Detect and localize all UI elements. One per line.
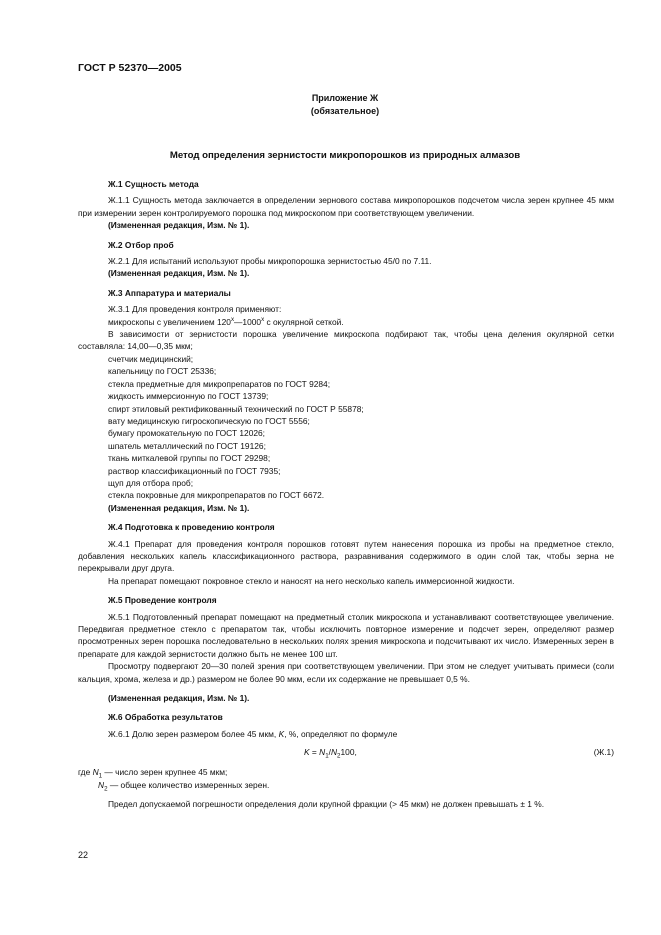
list-item: стекла предметные для микропрепаратов по ГОСТ 9284; xyxy=(108,378,331,389)
appendix-status: (обязательное) xyxy=(310,106,380,116)
list-item: капельницу по ГОСТ 25336; xyxy=(108,366,217,377)
list-item-microscopes: микроскопы с увеличением $120^х—1000^х$ с окулярной сеткой. xyxy=(108,315,344,327)
paragraph-4-1: Ж.4.1 Препарат для проведения контроля порошков готовят путем нанесения порошка из пробы на предметное стекло, добавления нескольких капель классификационного раствора, разравнивания содержимого в один слой так, чтобы зерна не перекрывали друг друга. xyxy=(78,538,614,574)
section-heading-6: Ж.6 Обработка результатов xyxy=(108,712,223,723)
paragraph-5-2: Просмотру подвергают 20—30 полей зрения при соответствующем увеличении. При этом не следует учитывать примеси (соли кальция, хрома, железа и др.) размером не более 90 мкм, если их содержание не превышает 0,5 %. xyxy=(78,661,614,684)
amendment-note: (Измененная редакция, Изм. № 1). xyxy=(108,220,250,231)
formula-zh1 xyxy=(78,746,614,760)
amendment-note: (Измененная редакция, Изм. № 1). xyxy=(108,693,250,704)
list-item: раствор классификационный по ГОСТ 7935; xyxy=(108,465,281,476)
list-item: бумагу промокательную по ГОСТ 12026; xyxy=(108,428,265,439)
method-title: Метод определения зернистости микропорошков из природных алмазов xyxy=(169,150,521,161)
page-number: 22 xyxy=(78,850,89,860)
list-item: вату медицинскую гигроскопическую по ГОСТ 5556; xyxy=(108,415,310,426)
amendment-note: (Измененная редакция, Изм. № 1). xyxy=(108,502,250,513)
section-heading-2: Ж.2 Отбор проб xyxy=(108,239,174,250)
document-header: ГОСТ Р 52370—2005 xyxy=(78,62,182,74)
formula-expression: $K = N_1/N_2100$, xyxy=(304,747,357,760)
list-item: стекла покровные для микропрепаратов по ГОСТ 6672. xyxy=(108,490,325,501)
section-heading-4: Ж.4 Подготовка к проведению контроля xyxy=(108,522,275,533)
paragraph-3-2: В зависимости от зернистости порошка увеличение микроскопа подбирают так, чтобы цена деления окулярной сетки составляла: 14,00—0,35 мкм; xyxy=(78,329,614,352)
section-heading-3: Ж.3 Аппаратура и материалы xyxy=(108,287,231,298)
paragraph-5-1: Ж.5.1 Подготовленный препарат помещают на предметный столик микроскопа и устанавливают соответствующее увеличение. Передвигая предметное стекло с препаратом так, чтобы исключить повторное измерение и подсчет зерен, определяют размер просмотренных зерен порошка последовательно в нескольких полях зрения микроскопа и подсчитывают их число. Измеренных зерен в препарате для каждой зернистости должно быть не менее 100 шт. xyxy=(78,611,614,659)
paragraph-6-2: Предел допускаемой погрешности определения доли крупной фракции (> 45 мкм) не должен превышать ± 1 %. xyxy=(108,799,545,810)
amendment-note: (Измененная редакция, Изм. № 1). xyxy=(108,268,250,279)
list-item: жидкость иммерсионную по ГОСТ 13739; xyxy=(108,391,269,402)
appendix-title: Приложение Ж xyxy=(311,93,379,103)
formula-legend xyxy=(78,766,614,791)
paragraph-2-1: Ж.2.1 Для испытаний используют пробы микропорошка зернистостью 45/0 по 7.11. xyxy=(108,256,432,267)
list-item: щуп для отбора проб; xyxy=(108,477,194,488)
section-heading-1: Ж.1 Сущность метода xyxy=(108,179,199,189)
list-item: ткань миткалевой группы по ГОСТ 29298; xyxy=(108,453,271,464)
appendix-block xyxy=(78,92,612,118)
legend-line-2: $N_2$ — общее количество измеренных зерен. xyxy=(98,779,270,793)
list-item: счетчик медицинский; xyxy=(108,353,194,364)
paragraph-1-1: Ж.1.1 Сущность метода заключается в определении зернового состава микропорошков подсчетом числа зерен крупнее 45 мкм при измерении зерен контролируемого порошка под микроскопом при соответствующем увеличении. xyxy=(78,195,614,218)
list-item: спирт этиловый ректификованный технический по ГОСТ Р 55878; xyxy=(108,403,364,414)
section-heading-5: Ж.5 Проведение контроля xyxy=(108,595,217,606)
legend-line-1: где $N_1$ — число зерен крупнее 45 мкм; xyxy=(78,767,228,780)
paragraph-3-1: Ж.3.1 Для проведения контроля применяют: xyxy=(108,304,282,315)
paragraph-4-2: На препарат помещают покровное стекло и наносят на него несколько капель иммерсионной жидкости. xyxy=(108,575,515,586)
paragraph-6-1: Ж.6.1 Долю зерен размером более 45 мкм, K, %, определяют по формуле xyxy=(108,728,398,739)
document-body xyxy=(78,178,614,810)
formula-number: (Ж.1) xyxy=(593,747,614,758)
list-item: шпатель металлический по ГОСТ 19126; xyxy=(108,440,266,451)
